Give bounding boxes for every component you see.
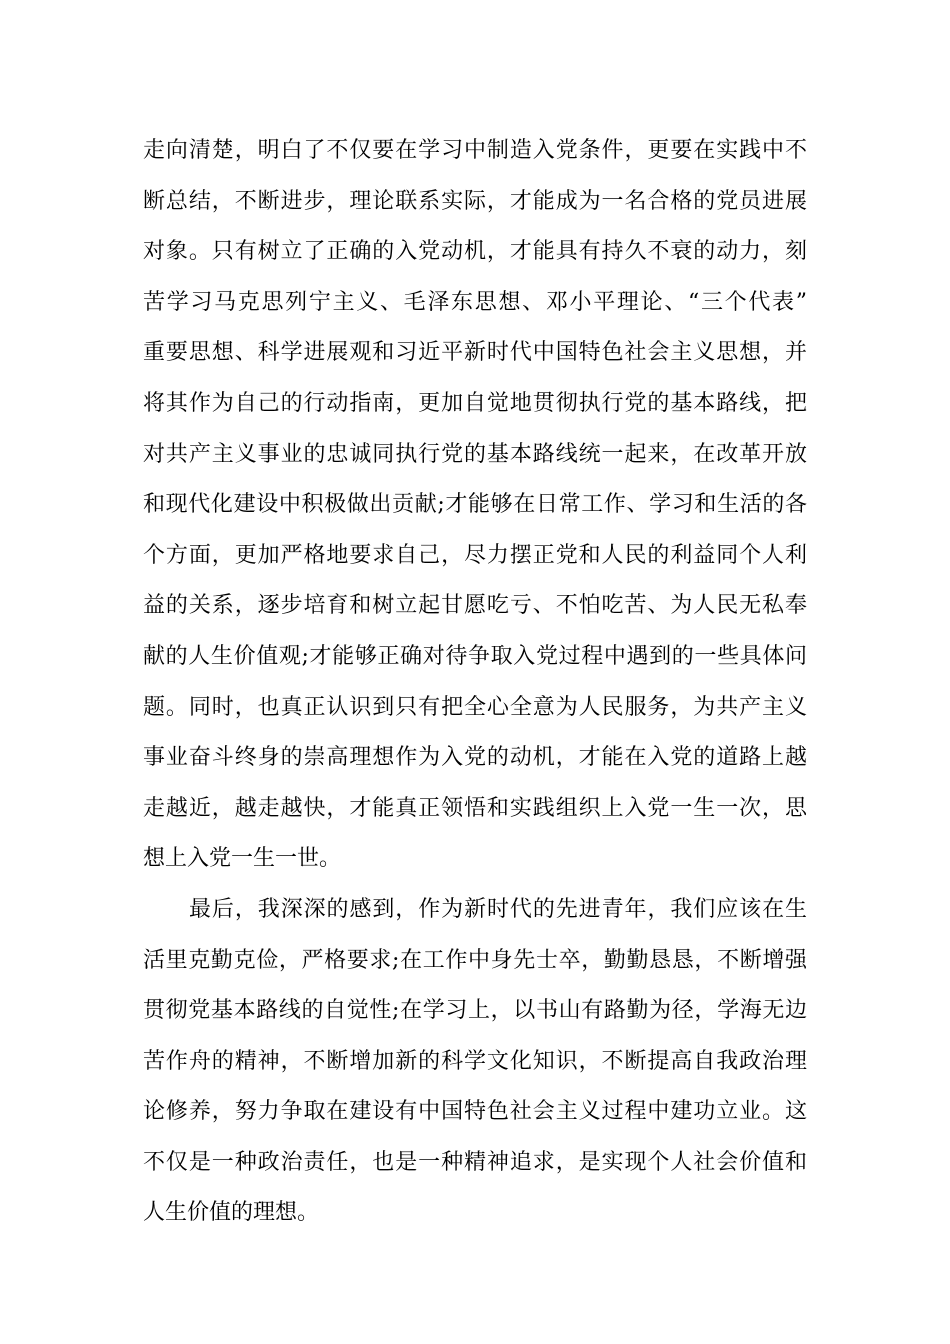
text-line: 益的关系，逐步培育和树立起甘愿吃亏、不怕吃苦、为人民无私奉 xyxy=(143,593,807,619)
paragraph-2 xyxy=(143,885,807,1239)
text-line: 个方面，更加严格地要求自己，尽力摆正党和人民的利益同个人利 xyxy=(143,542,807,568)
text-line: 走越近，越走越快，才能真正领悟和实践组织上入党一生一次，思 xyxy=(143,795,807,821)
text-line: 走向清楚，明白了不仅要在学习中制造入党条件，更要在实践中不 xyxy=(143,138,807,163)
document-body xyxy=(143,126,807,1239)
text-line: 和现代化建设中积极做出贡献;才能够在日常工作、学习和生活的各 xyxy=(143,492,807,518)
text-line: 将其作为自己的行动指南，更加自觉地贯彻执行党的基本路线，把 xyxy=(143,390,807,416)
text-line: 献的人生价值观;才能够正确对待争取入党过程中遇到的一些具体问 xyxy=(143,643,807,669)
text-line: 最后，我深深的感到，作为新时代的先进青年，我们应该在生 xyxy=(189,896,807,922)
text-line: 不仅是一种政治责任，也是一种精神追求，是实现个人社会价值和 xyxy=(143,1149,807,1175)
text-line: 重要思想、科学进展观和习近平新时代中国特色社会主义思想，并 xyxy=(143,340,807,366)
text-line: 想上入党一生一世。 xyxy=(143,846,342,872)
paragraph-1 xyxy=(143,126,807,885)
text-line: 对象。只有树立了正确的入党动机，才能具有持久不衰的动力，刻 xyxy=(143,239,807,265)
text-line: 对共产主义事业的忠诚同执行党的基本路线统一起来，在改革开放 xyxy=(143,441,807,467)
text-line: 断总结，不断进步，理论联系实际，才能成为一名合格的党员进展 xyxy=(143,188,807,214)
text-line: 事业奋斗终身的崇高理想作为入党的动机，才能在入党的道路上越 xyxy=(143,745,807,771)
text-line: 活里克勤克俭，严格要求;在工作中身先士卒，勤勤恳恳，不断增强 xyxy=(143,947,807,973)
text-line: 苦作舟的精神，不断增加新的科学文化知识，不断提高自我政治理 xyxy=(143,1048,807,1074)
text-line: 贯彻党基本路线的自觉性;在学习上，以书山有路勤为径，学海无边 xyxy=(143,998,807,1024)
text-line: 论修养，努力争取在建设有中国特色社会主义过程中建功立业。这 xyxy=(143,1099,807,1125)
text-line: 人生价值的理想。 xyxy=(143,1200,320,1226)
text-line: 苦学习马克思列宁主义、毛泽东思想、邓小平理论、“三个代表” xyxy=(143,289,807,315)
text-line: 题。同时，也真正认识到只有把全心全意为人民服务，为共产主义 xyxy=(143,694,807,720)
